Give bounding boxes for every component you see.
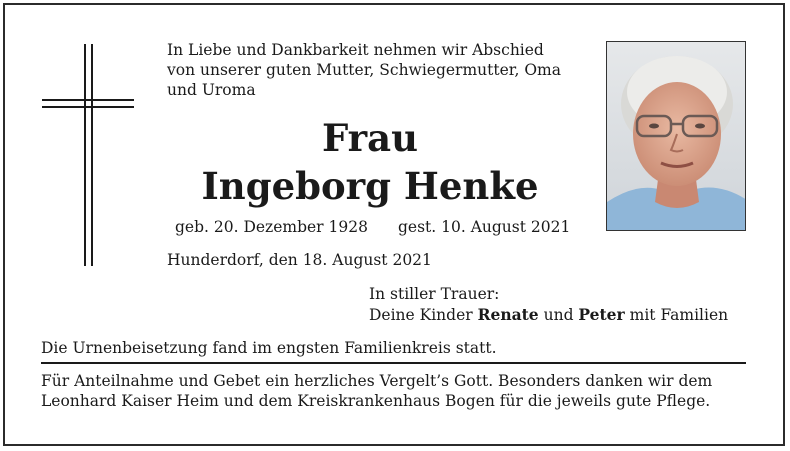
intro-line-2: von unserer guten Mutter, Schwiegermutter, Oma: [167, 61, 561, 79]
divider-rule: [41, 362, 746, 364]
thanks-line-1: Für Anteilnahme und Gebet ein herzliches Vergelt’s Gott. Besonders danken wir dem: [41, 372, 713, 390]
portrait-photo: [606, 41, 746, 231]
mourners-heading: In stiller Trauer:: [369, 285, 500, 303]
mourner-name-peter: Peter: [578, 305, 625, 324]
birth-date: geb. 20. Dezember 1928: [175, 218, 368, 236]
mourners-prefix: Deine Kinder: [369, 306, 478, 324]
mourner-name-renate: Renate: [477, 305, 539, 324]
intro-line-1: In Liebe und Dankbarkeit nehmen wir Abschied: [167, 41, 544, 59]
mourners-connector: und: [538, 306, 579, 324]
thanks-line-2: Leonhard Kaiser Heim und dem Kreiskrankenhaus Bogen für die jeweils gute Pflege.: [41, 392, 711, 410]
salutation: Frau: [322, 116, 418, 160]
mourners-suffix: mit Familien: [624, 306, 729, 324]
place-date: Hunderdorf, den 18. August 2021: [167, 251, 432, 269]
death-date: gest. 10. August 2021: [398, 218, 571, 236]
burial-note: Die Urnenbeisetzung fand im engsten Familienkreis statt.: [41, 339, 497, 357]
mourners-line: [369, 305, 728, 325]
deceased-name: Ingeborg Henke: [201, 164, 539, 208]
intro-line-3: und Uroma: [167, 81, 256, 99]
